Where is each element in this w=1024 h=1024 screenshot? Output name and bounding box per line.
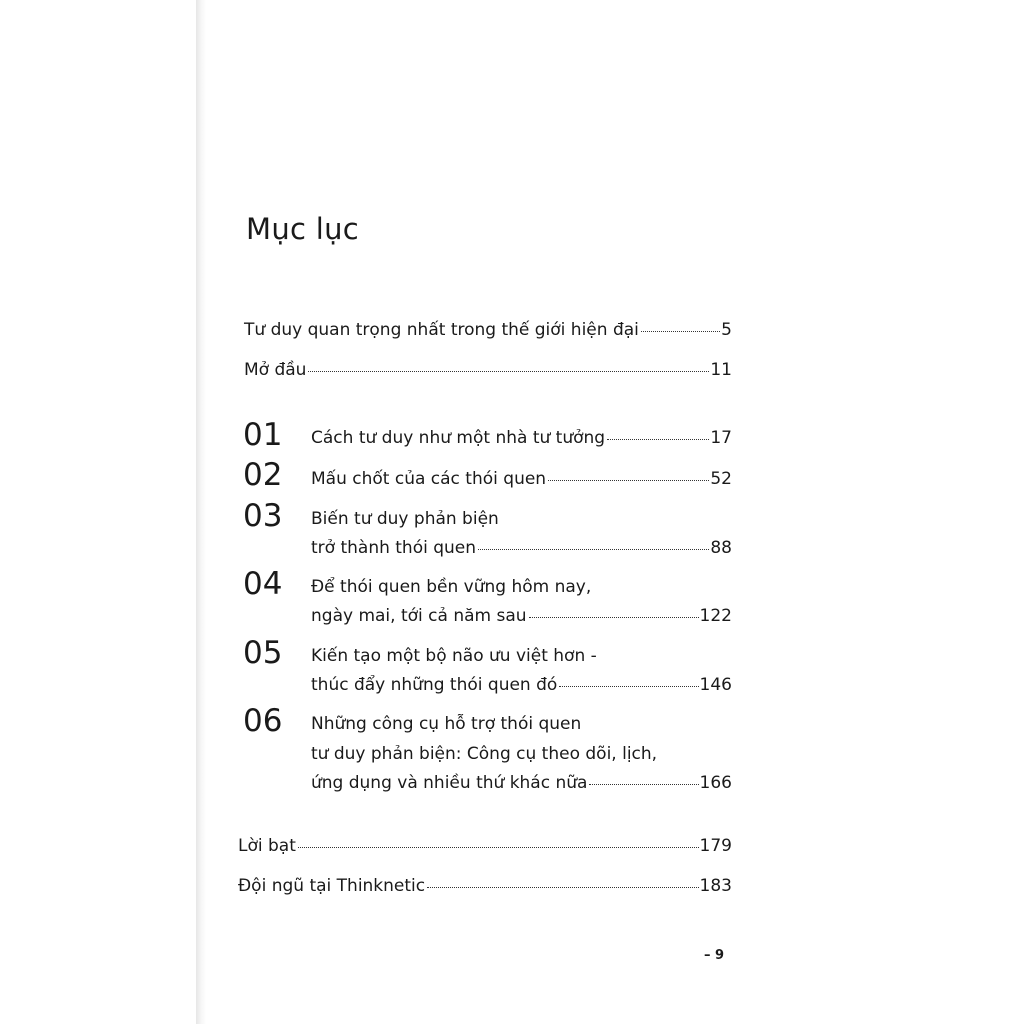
toc-entry-line: tư duy phản biện: Công cụ theo dõi, lịch, (311, 744, 658, 764)
dot-leader (529, 617, 699, 618)
dot-leader (589, 784, 698, 785)
toc-entry-text: Mấu chốt của các thói quen (311, 469, 547, 489)
page-folio: – 9 (704, 948, 725, 963)
toc-page-number: 11 (710, 360, 732, 380)
dot-leader (641, 331, 720, 332)
dot-leader (478, 549, 709, 550)
toc-entry-back-1 (238, 836, 732, 856)
toc-entry-chapter-6 (311, 773, 732, 793)
toc-entry-text: Lời bạt (238, 836, 296, 856)
toc-page-number: 166 (699, 773, 732, 793)
dot-leader (548, 480, 709, 481)
toc-entry-text: Mở đầu (244, 360, 307, 380)
chapter-number: 02 (243, 457, 283, 493)
toc-entry-line: Biến tư duy phản biện (311, 509, 499, 529)
toc-page-number: 17 (710, 428, 732, 448)
toc-entry-front-1 (244, 320, 732, 340)
page-gutter-shadow (196, 0, 206, 1024)
toc-entry-line: Kiến tạo một bộ não ưu việt hơn - (311, 646, 597, 666)
dot-leader (427, 887, 698, 888)
dot-leader (607, 439, 709, 440)
chapter-number: 06 (243, 703, 283, 739)
dot-leader (308, 371, 709, 372)
toc-entry-text: ngày mai, tới cả năm sau (311, 606, 527, 626)
toc-entry-chapter-4 (311, 606, 732, 626)
toc-page-number: 5 (721, 320, 732, 340)
dot-leader (559, 686, 698, 687)
chapter-number: 03 (243, 498, 283, 534)
toc-entry-line: Những công cụ hỗ trợ thói quen (311, 714, 582, 734)
toc-entry-chapter-1 (311, 428, 732, 448)
chapter-number: 05 (243, 635, 283, 671)
toc-entry-chapter-5 (311, 675, 732, 695)
toc-entry-chapter-2 (311, 469, 732, 489)
toc-page-number: 179 (699, 836, 732, 856)
toc-page-number: 183 (699, 876, 732, 896)
toc-entry-text: ứng dụng và nhiều thứ khác nữa (311, 773, 588, 793)
toc-page-number: 122 (699, 606, 732, 626)
toc-entry-back-2 (238, 876, 732, 896)
toc-entry-front-2 (244, 360, 732, 380)
toc-page-number: 88 (710, 538, 732, 558)
chapter-number: 04 (243, 566, 283, 602)
toc-page-number: 146 (699, 675, 732, 695)
toc-entry-text: Tư duy quan trọng nhất trong thế giới hiện đại (244, 320, 639, 340)
dot-leader (298, 847, 699, 848)
toc-entry-text: thúc đẩy những thói quen đó (311, 675, 558, 695)
page-title: Mục lục (246, 212, 360, 246)
toc-page-number: 52 (710, 469, 732, 489)
toc-entry-line: Để thói quen bền vững hôm nay, (311, 577, 592, 597)
toc-entry-text: trở thành thói quen (311, 538, 477, 558)
chapter-number: 01 (243, 417, 283, 453)
toc-entry-text: Đội ngũ tại Thinknetic (238, 876, 426, 896)
toc-entry-text: Cách tư duy như một nhà tư tưởng (311, 428, 606, 448)
toc-entry-chapter-3 (311, 538, 732, 558)
